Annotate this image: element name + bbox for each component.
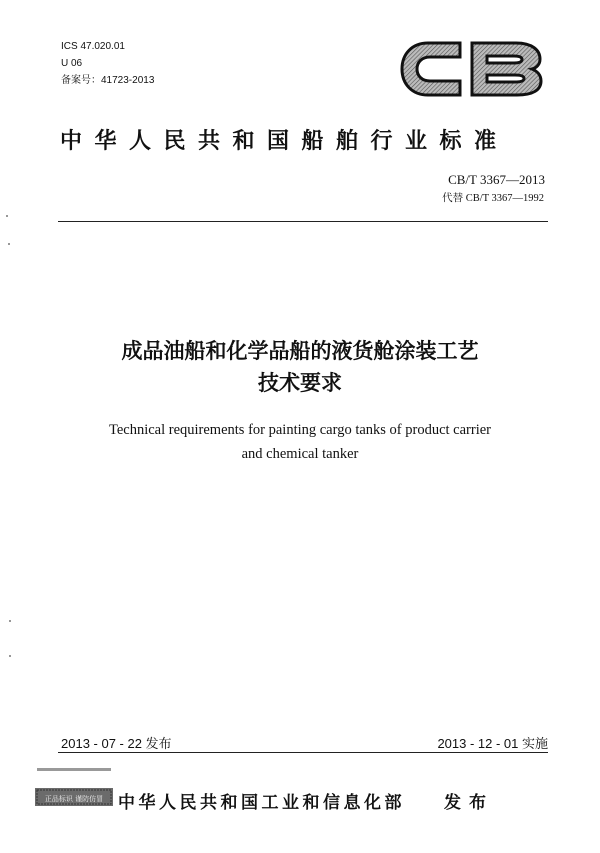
en-title-line2: and chemical tanker <box>241 446 359 462</box>
scan-speck <box>6 215 8 217</box>
effective-date: 2013 - 12 - 01 实施 <box>437 736 548 751</box>
logo-letter-c <box>402 43 460 95</box>
class-code: U 06 <box>61 58 83 69</box>
scan-speck <box>8 243 10 245</box>
cn-title-line2: 技术要求 <box>258 371 342 395</box>
cn-title-line1: 成品油船和化学品船的液货舱涂装工艺 <box>121 339 479 363</box>
metadata-block <box>61 38 154 89</box>
issuer-action: 发布 <box>444 793 494 813</box>
stamp-text: 正品标识 谨防仿冒 <box>44 795 104 803</box>
standard-code: CB/T 3367—2013 <box>448 172 545 187</box>
authenticity-stamp <box>35 766 115 810</box>
org-title: 中华人民共和国船舶行业标准 <box>60 129 509 154</box>
logo-letter-b <box>472 43 541 95</box>
ics-code: ICS 47.020.01 <box>61 41 125 52</box>
scan-speck <box>9 655 11 657</box>
issue-date: 2013 - 07 - 22 发布 <box>61 736 172 751</box>
replaces-note: 代替 CB/T 3367—1992 <box>442 193 544 204</box>
header-divider <box>58 221 548 222</box>
issuer-name: 中华人民共和国工业和信息化部 <box>118 793 405 813</box>
en-title-line1: Technical requirements for painting cargo tanks of product carrier <box>108 422 491 438</box>
scan-speck <box>9 620 11 622</box>
cb-logo <box>398 37 544 101</box>
footer-divider <box>58 752 548 753</box>
filing-number: 备案号：41723-2013 <box>61 75 155 86</box>
